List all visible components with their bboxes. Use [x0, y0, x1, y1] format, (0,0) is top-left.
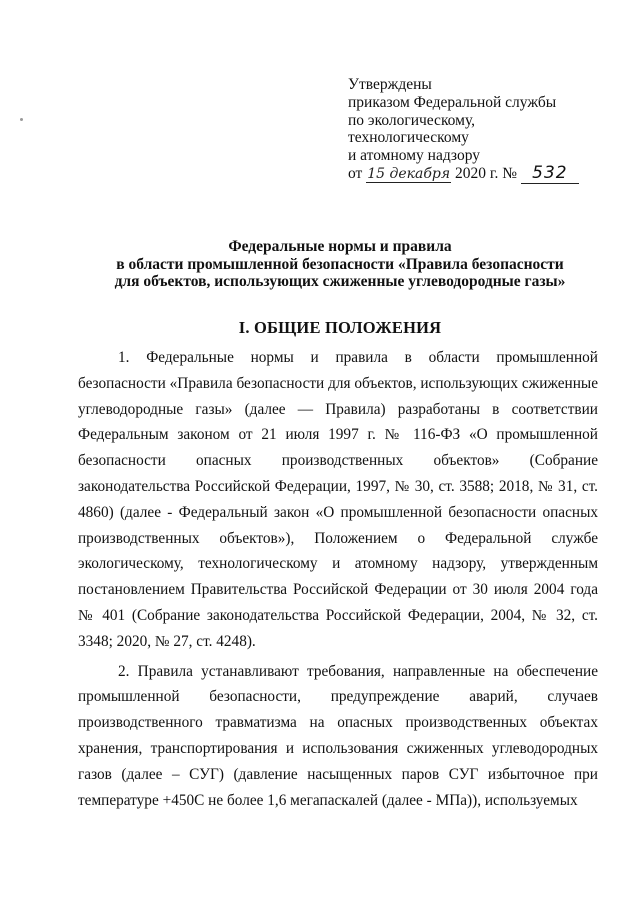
scan-speck: [20, 118, 23, 121]
year-and-number-label: 2020 г. №: [454, 164, 518, 182]
title-line: Федеральные нормы и правила: [228, 238, 452, 255]
handwritten-order-number: 532: [521, 165, 579, 184]
date-prefix: от: [348, 164, 363, 182]
section-heading: I. ОБЩИЕ ПОЛОЖЕНИЯ: [238, 318, 442, 337]
title-line: для объектов, использующих сжиженные углеводородные газы»: [114, 273, 566, 290]
approval-line: и атомному надзору: [348, 147, 480, 165]
body-text: [78, 345, 598, 813]
approval-block: [348, 76, 608, 184]
handwritten-date: 15 декабря: [367, 165, 451, 182]
approval-line: технологическому: [348, 129, 469, 147]
approval-line: приказом Федеральной службы: [348, 93, 557, 111]
paragraph-2: 2. Правила устанавливают требования, направленные на обеспечение промышленной безопасности, предупреждение аварий, случаев производственного травматизма на опасных производственных объектах хранения, транспортирования и использования сжиженных углеводородных газов (далее – СУГ) (давление насыщенных паров СУГ избыточное при температуре +450С не более 1,6 мегапаскалей (далее - МПа)), используемых: [78, 662, 598, 809]
title-line: в области промышленной безопасности «Правила безопасности: [116, 255, 564, 273]
paragraph-1: 1. Федеральные нормы и правила в области промышленной безопасности «Правила безопасности для объектов, использующих сжиженные углеводородные газы» (далее — Правила) разработаны в соответствии Федеральным законом от 21 июля 1997 г. № 116-ФЗ «О промышленной безопасности опасных производственных объектов» (Собрание законодательства Российской Федерации, 1997, № 30, ст. 3588; 2018, № 31, ст. 4860) (далее - Федеральный закон «О промышленной безопасности опасных производственных объектов»), Положением о Федеральной службе экологическому, технологическому и атомному надзору, утвержденным постановлением Правительства Российской Федерации от 30 июля 2004 года № 401 (Собрание законодательства Российской Федерации, 2004, № 32, ст. 3348; 2020, № 27, ст. 4248).: [78, 349, 598, 650]
approval-date-line: [348, 162, 608, 184]
approval-line: Утверждены: [348, 76, 432, 93]
approval-line: по экологическому,: [348, 111, 476, 129]
document-title: [60, 238, 620, 291]
